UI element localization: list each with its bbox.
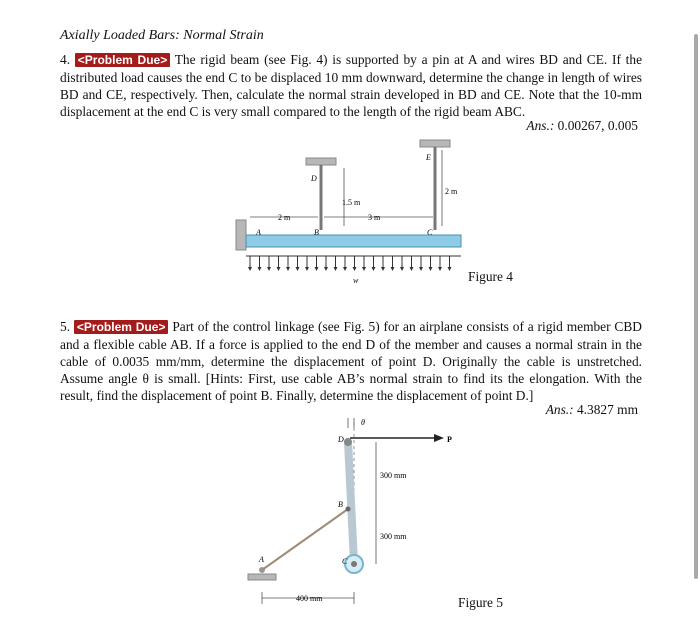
- load-arrowhead: [315, 267, 319, 271]
- support-e: [420, 140, 450, 147]
- load-arrowhead: [438, 267, 442, 271]
- dim-bc-label: 300 mm: [380, 532, 407, 541]
- figure-4-diagram: [228, 138, 468, 288]
- dim-ab-label: 2 m: [278, 213, 291, 222]
- joint-b: [346, 507, 351, 512]
- ground-support-a: [248, 574, 276, 580]
- label-d: D: [338, 435, 344, 444]
- problem-4-answer: [526, 118, 638, 134]
- joint-d: [344, 438, 352, 446]
- problem-4-due-badge: <Problem Due>: [75, 53, 170, 67]
- load-arrowhead: [381, 267, 385, 271]
- load-arrowhead: [305, 267, 309, 271]
- load-arrowhead: [267, 267, 271, 271]
- load-arrowhead: [286, 267, 290, 271]
- problem-5-due-badge: <Problem Due>: [74, 320, 169, 334]
- figure-4-caption: Figure 4: [468, 269, 514, 284]
- problem-5-paragraph: [60, 318, 642, 404]
- problem-4-text: The rigid beam (see Fig. 4) is supported by a pin at A and wires BD and CE. If the distributed load causes the end C to be displaced 10 mm downward, determine the change in length of wires BD and CE, respectively. Then, calculate the normal strain developed in BD and CE. Note that the 10-mm displacement at the end C is very small compared to the length of the rigid beam ABC.: [60, 52, 643, 119]
- load-arrowhead: [391, 267, 395, 271]
- problem-5-number: 5.: [60, 319, 71, 334]
- load-arrowhead: [334, 267, 338, 271]
- problem-5-text: Part of the control linkage (see Fig. 5) for an airplane consists of a rigid member CBD and a flexible cable AB. If a force is applied to the end D of the member and causes a normal strain in the cable of 0.0035 mm/mm, determine the displacement of point D. Originally the cable is unstretched. Assume angle θ is small. [Hints: First, use cable AB’s normal strain to find its the elongation. With the result, find the displacement of point B. Finally, determine the displacement of point D.]: [60, 319, 642, 403]
- dim-ac-label: 400 mm: [296, 594, 323, 603]
- problem-4-number: 4.: [60, 52, 71, 67]
- problem-4-answer-label: Ans.:: [526, 118, 555, 133]
- label-b: B: [338, 500, 343, 509]
- load-arrowhead: [400, 267, 404, 271]
- problem-4-answer-value: 0.00267, 0.005: [557, 118, 638, 133]
- label-a: A: [256, 228, 261, 237]
- label-c: C: [427, 228, 433, 237]
- dim-bd-label: 1.5 m: [342, 198, 361, 207]
- problem-5-answer: [546, 402, 638, 418]
- section-heading: Axially Loaded Bars: Normal Strain: [60, 28, 264, 43]
- load-arrowhead: [362, 267, 366, 271]
- load-arrowhead: [372, 267, 376, 271]
- load-arrowhead: [419, 267, 423, 271]
- load-arrowhead: [296, 267, 300, 271]
- load-arrowhead: [324, 267, 328, 271]
- load-arrowhead: [248, 267, 252, 271]
- load-arrowhead: [429, 267, 433, 271]
- figure-5-diagram: [238, 412, 458, 612]
- pin-support-a: [236, 220, 246, 250]
- load-w-label: w: [353, 276, 359, 285]
- label-d: D: [311, 174, 317, 183]
- load-arrowhead: [277, 267, 281, 271]
- problem-4-paragraph: [60, 51, 642, 120]
- cable-ab: [262, 509, 348, 570]
- support-d: [306, 158, 336, 165]
- load-arrowhead: [448, 267, 452, 271]
- label-c: C: [342, 557, 348, 566]
- problem-5-answer-value: 4.3827 mm: [576, 402, 638, 417]
- label-e: E: [426, 153, 431, 162]
- pin-c-center: [351, 561, 357, 567]
- force-p-arrowhead: [434, 434, 444, 442]
- problem-5-answer-label: Ans.:: [545, 402, 574, 417]
- load-arrowhead: [353, 267, 357, 271]
- theta-label: θ: [361, 418, 365, 427]
- vertical-scrollbar[interactable]: [694, 34, 698, 579]
- load-arrowhead: [410, 267, 414, 271]
- load-arrowhead: [343, 267, 347, 271]
- dim-ce-label: 2 m: [445, 187, 458, 196]
- label-a: A: [259, 555, 264, 564]
- dim-db-label: 300 mm: [380, 471, 407, 480]
- label-b: B: [314, 228, 319, 237]
- force-p-label: P: [447, 435, 452, 444]
- dim-bc-label: 3 m: [368, 213, 381, 222]
- load-arrowhead: [258, 267, 262, 271]
- rigid-member-cbd: [348, 442, 354, 562]
- figure-5-caption: Figure 5: [458, 595, 504, 610]
